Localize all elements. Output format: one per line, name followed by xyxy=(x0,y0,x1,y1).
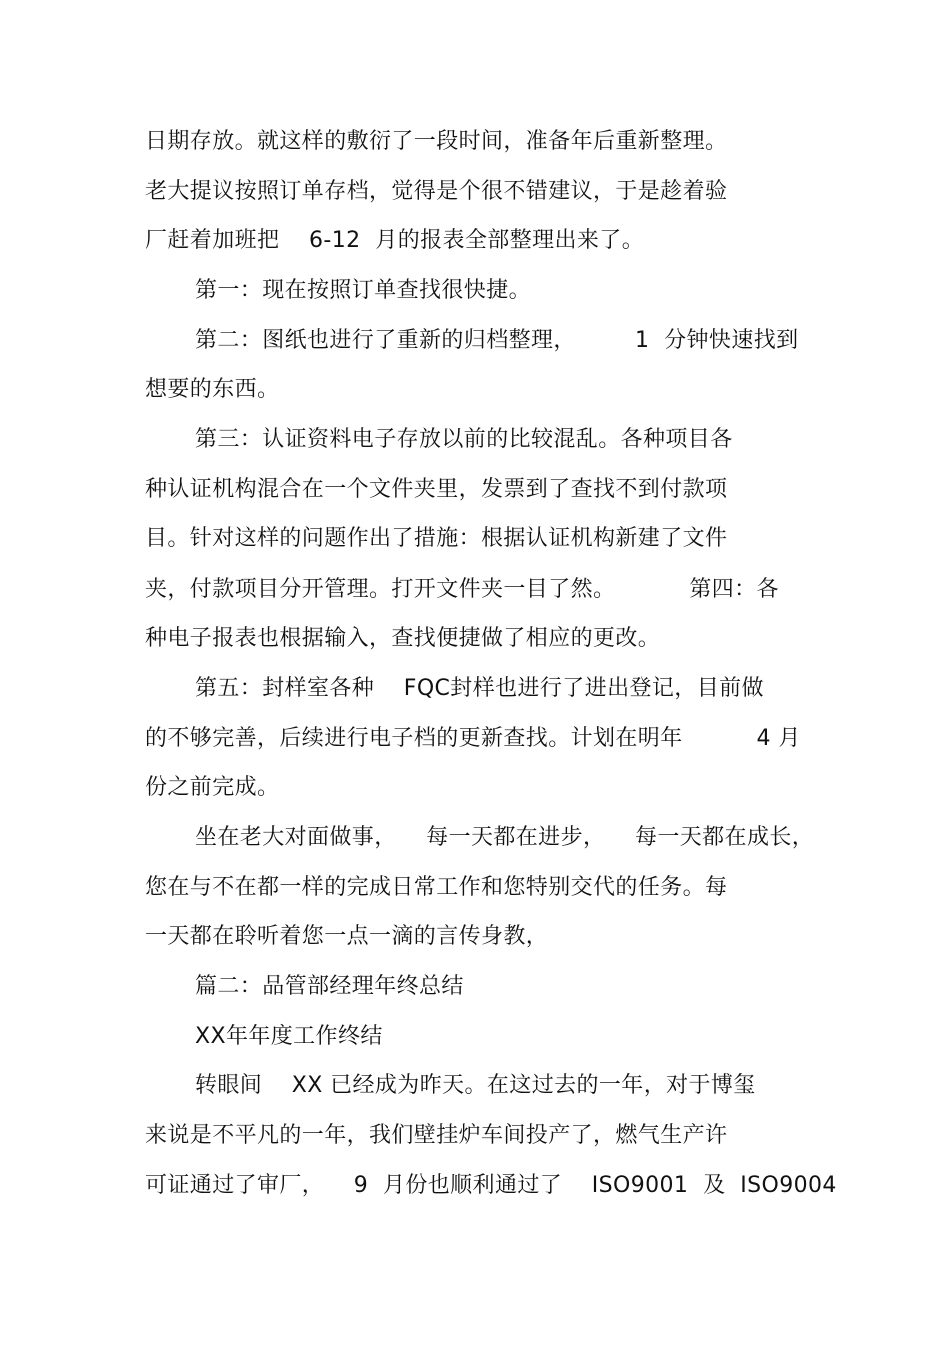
text-line: 夹，付款项目分开管理。打开文件夹一目了然。 第四：各 xyxy=(145,577,779,602)
text-line: 第三：认证资料电子存放以前的比较混乱。各种项目各 xyxy=(195,427,733,452)
text-line: 的不够完善，后续进行电子档的更新查找。计划在明年 4 月 xyxy=(145,726,801,751)
text-line: 份之前完成。 xyxy=(145,775,280,800)
text-line: 老大提议按照订单存档，觉得是个很不错建议，于是趁着验 xyxy=(145,179,728,204)
text-line: 来说是不平凡的一年，我们壁挂炉车间投产了，燃气生产许 xyxy=(145,1123,728,1148)
text-line: 种电子报表也根据输入，查找便捷做了相应的更改。 xyxy=(145,626,661,651)
text-line: 您在与不在都一样的完成日常工作和您特别交代的任务。每 xyxy=(145,875,728,900)
text-line: 想要的东西。 xyxy=(145,377,280,402)
text-line: 可证通过了审厂， 9 月份也顺利通过了 ISO9001 及 ISO9004 xyxy=(145,1173,837,1198)
text-line: 一天都在聆听着您一点一滴的言传身教， xyxy=(145,924,549,949)
text-line: 坐在老大对面做事， 每一天都在进步， 每一天都在成长， xyxy=(195,825,815,850)
text-line: 转眼间 XX 已经成为昨天。在这过去的一年，对于博玺 xyxy=(195,1073,756,1098)
text-line: 种认证机构混合在一个文件夹里，发票到了查找不到付款项 xyxy=(145,477,728,502)
text-line: 第五：封样室各种 FQC封样也进行了进出登记，目前做 xyxy=(195,676,764,701)
section-subheading: XX年年度工作终结 xyxy=(195,1024,383,1049)
text-line: 第一：现在按照订单查找很快捷。 xyxy=(195,278,532,303)
text-line: 日期存放。就这样的敷衍了一段时间，准备年后重新整理。 xyxy=(145,129,728,154)
text-line: 目。针对这样的问题作出了措施：根据认证机构新建了文件 xyxy=(145,526,728,551)
section-heading: 篇二：品管部经理年终总结 xyxy=(195,974,464,999)
text-line: 第二：图纸也进行了重新的归档整理， 1 分钟快速找到 xyxy=(195,328,799,353)
text-line: 厂赶着加班把 6-12 月的报表全部整理出来了。 xyxy=(145,228,645,253)
